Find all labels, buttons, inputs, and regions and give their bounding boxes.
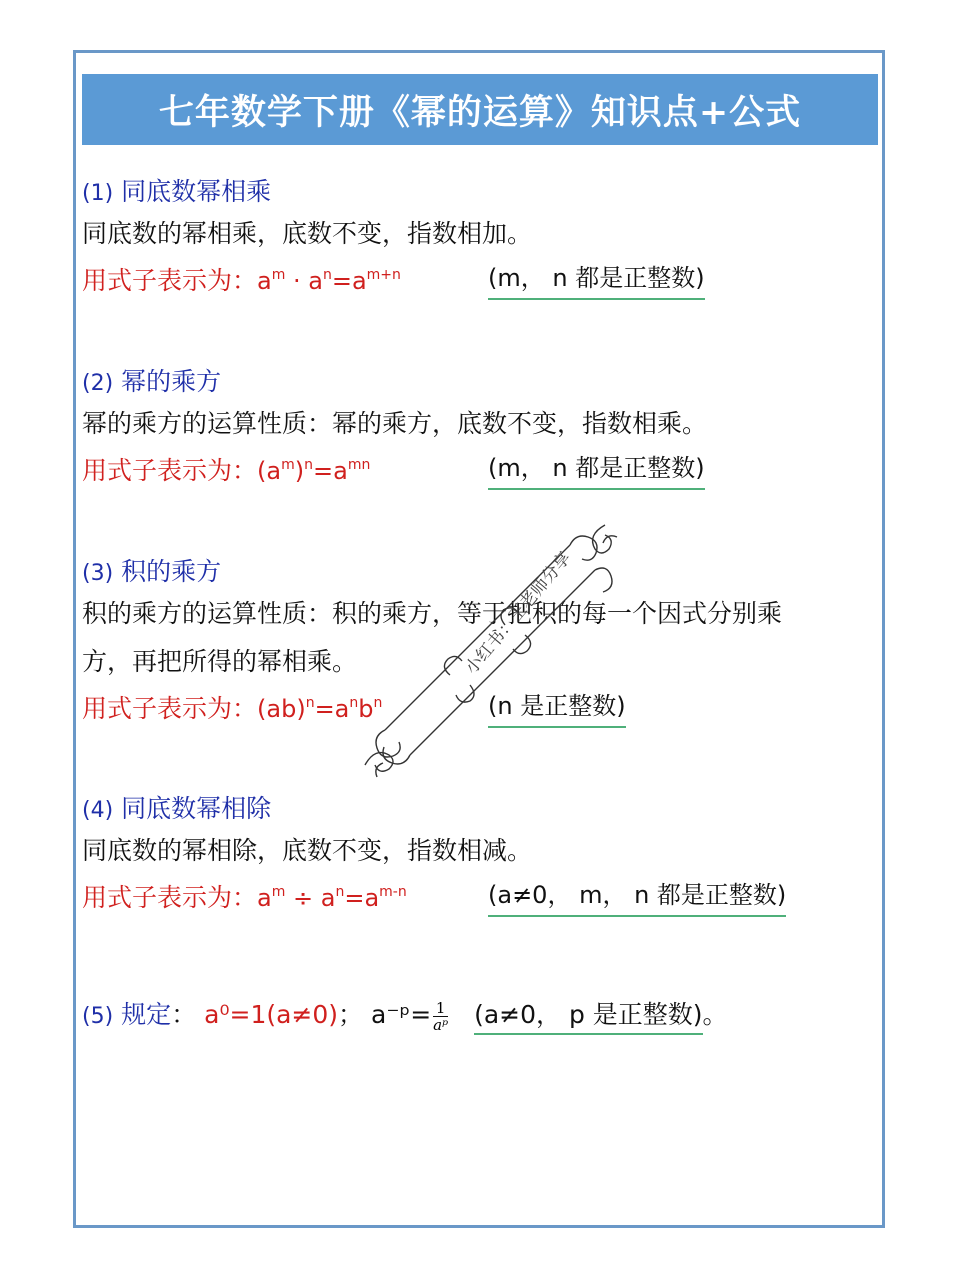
negative-exponent-lhs: a⁻ᵖ= (371, 1000, 432, 1029)
condition-note: (m， n 都是正整数) (488, 258, 705, 300)
formula-expression: $(ab)^n=a^nb^n$ (257, 695, 383, 723)
formula-row (82, 258, 882, 304)
watermark-text: 小红书：王老师分享 (461, 548, 576, 679)
condition-note: (n 是正整数) (488, 686, 626, 728)
rule-colon: ： (171, 1000, 197, 1029)
section-title: 同底数幂相乘 (121, 177, 272, 206)
formula-label: 用式子表示为： (82, 456, 258, 485)
section-title: 同底数幂相除 (121, 794, 272, 823)
section-2 (82, 366, 882, 494)
section-number: (2) (82, 371, 114, 396)
section-description: 幂的乘方的运算性质：幂的乘方，底数不变，指数相乘。 (82, 409, 708, 438)
section-1 (82, 176, 882, 304)
rule-label: 规定 (121, 1000, 172, 1029)
formula-label: 用式子表示为： (82, 883, 258, 912)
section-heading (82, 793, 882, 825)
section-description: 同底数的幂相乘，底数不变，指数相加。 (82, 219, 533, 248)
section-heading (82, 366, 882, 398)
title-banner (82, 74, 878, 145)
condition-note: (m， n 都是正整数) (488, 448, 705, 490)
formula (82, 686, 382, 732)
section-title: 积的乘方 (121, 557, 222, 586)
section-number: (1) (82, 181, 114, 206)
condition-note: (a≠0， p 是正整数) (474, 997, 702, 1035)
section-number: (4) (82, 798, 114, 823)
formula-expression: $a^m \cdot a^n=a^{m+n}$ (257, 267, 401, 295)
formula-expression: $a^m \div a^n=a^{m-n}$ (257, 884, 407, 912)
formula (82, 875, 407, 921)
fraction (433, 1000, 448, 1033)
section-heading (82, 176, 882, 208)
section-description: 同底数的幂相除，底数不变，指数相减。 (82, 836, 533, 865)
section-title: 幂的乘方 (121, 367, 222, 396)
formula-label: 用式子表示为： (82, 266, 258, 295)
formula-row (82, 686, 882, 732)
formula-row (82, 875, 882, 921)
section-number: (3) (82, 561, 114, 586)
fraction-denominator: aᵖ (433, 1015, 449, 1034)
formula (82, 448, 370, 494)
formula (82, 258, 401, 304)
section-3 (82, 556, 882, 732)
rule-period: 。 (702, 1000, 728, 1029)
section-description-line-2: 方，再把所得的幂相乘。 (82, 647, 358, 676)
section-number: (5) (82, 1004, 114, 1029)
formula-label: 用式子表示为： (82, 694, 258, 723)
section-description-line-1: 积的乘方的运算性质：积的乘方，等于把积的每一个因式分别乘 (82, 599, 783, 628)
section-4 (82, 793, 882, 921)
formula-expression: $(a^m)^n=a^{mn}$ (257, 457, 371, 485)
page-title: 七年数学下册《幂的运算》知识点+公式 (158, 92, 802, 133)
zero-exponent-rule: a⁰=1(a≠0) (204, 1000, 339, 1029)
rule-separator: ； (338, 1000, 364, 1029)
fraction-numerator: 1 (433, 1000, 448, 1017)
condition-note: (a≠0， m， n 都是正整数) (488, 875, 786, 917)
section-heading (82, 556, 882, 588)
rule-section (82, 990, 882, 1040)
formula-row (82, 448, 882, 494)
